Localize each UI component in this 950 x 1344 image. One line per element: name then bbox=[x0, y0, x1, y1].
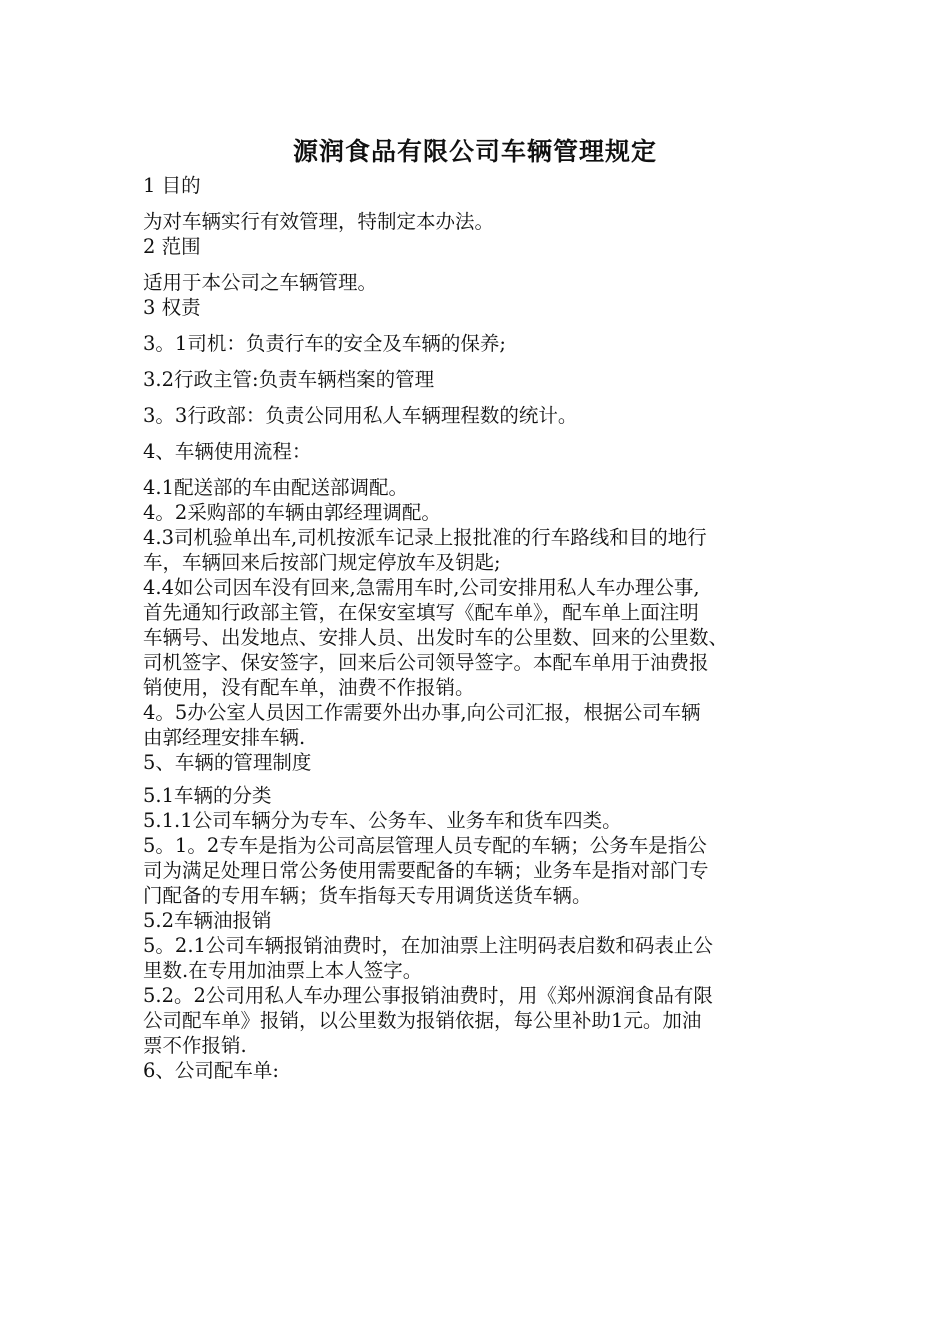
clause-5-1-1: 5.1.1公司车辆分为专车、公务车、业务车和货车四类。 bbox=[143, 809, 622, 832]
clause-4-4-line-1: 4.4如公司因车没有回来,急需用车时,公司安排用私人车办理公事, bbox=[143, 576, 700, 599]
clause-5-1-2-line-2: 司为满足处理日常公务使用需要配备的车辆；业务车是指对部门专 bbox=[143, 859, 709, 882]
section-heading-management-system: 5、车辆的管理制度 bbox=[143, 751, 312, 774]
clause-5-2-1-line-1: 5。2.1公司车辆报销油费时，在加油票上注明码表启数和码表止公 bbox=[143, 934, 713, 957]
clause-5-2: 5.2车辆油报销 bbox=[143, 909, 272, 932]
section-heading-purpose: 1 目的 bbox=[143, 174, 201, 197]
clause-5-2-2-line-2: 公司配车单》报销，以公里数为报销依据，每公里补助1元。加油 bbox=[143, 1009, 702, 1032]
paragraph-scope: 适用于本公司之车辆管理。 bbox=[143, 271, 378, 294]
clause-4-3-line-1: 4.3司机验单出车,司机按派车记录上报批准的行车路线和目的地行 bbox=[143, 526, 707, 549]
clause-4-5-line-1: 4。5办公室人员因工作需要外出办事,向公司汇报，根据公司车辆 bbox=[143, 701, 701, 724]
clause-5-1: 5.1车辆的分类 bbox=[143, 784, 272, 807]
paragraph-purpose: 为对车辆实行有效管理，特制定本办法。 bbox=[143, 210, 495, 233]
clause-4-4-line-4: 司机签字、保安签字，回来后公司领导签字。本配车单用于油费报 bbox=[143, 651, 709, 674]
clause-3-2: 3.2行政主管:负责车辆档案的管理 bbox=[143, 368, 435, 391]
document-body bbox=[143, 173, 811, 1083]
clause-5-1-2-line-3: 门配备的专用车辆；货车指每天专用调货送货车辆。 bbox=[143, 884, 592, 907]
clause-4-5-line-2: 由郭经理安排车辆. bbox=[143, 726, 306, 749]
clause-5-1-2-line-1: 5。1。2专车是指为公司高层管理人员专配的车辆；公务车是指公 bbox=[143, 834, 707, 857]
clause-5-2-2-line-3: 票不作报销. bbox=[143, 1034, 247, 1057]
document-title: 源润食品有限公司车辆管理规定 bbox=[292, 137, 657, 166]
clause-3-1: 3。1司机：负责行车的安全及车辆的保养; bbox=[143, 332, 506, 355]
clause-4-4-line-2: 首先通知行政部主管，在保安室填写《配车单》，配车单上面注明 bbox=[143, 601, 699, 624]
section-heading-scope: 2 范围 bbox=[143, 235, 201, 258]
section-heading-responsibility: 3 权责 bbox=[143, 296, 201, 319]
clause-4-2: 4。2采购部的车辆由郭经理调配。 bbox=[143, 501, 441, 524]
clause-4-3-line-2: 车，车辆回来后按部门规定停放车及钥匙; bbox=[143, 551, 501, 574]
clause-5-2-2-line-1: 5.2。2公司用私人车办理公事报销油费时，用《郑州源润食品有限 bbox=[143, 984, 713, 1007]
clause-4-4-line-3: 车辆号、出发地点、安排人员、出发时车的公里数、回来的公里数、 bbox=[143, 626, 729, 649]
section-heading-usage-process: 4、车辆使用流程： bbox=[143, 440, 312, 463]
clause-4-4-line-5: 销使用，没有配车单，油费不作报销。 bbox=[143, 676, 475, 699]
clause-3-3: 3。3行政部：负责公同用私人车辆理程数的统计。 bbox=[143, 404, 578, 427]
clause-5-2-1-line-2: 里数.在专用加油票上本人签字。 bbox=[143, 959, 423, 982]
clause-4-1: 4.1配送部的车由配送部调配。 bbox=[143, 476, 409, 499]
section-heading-car-form: 6、公司配车单: bbox=[143, 1059, 279, 1082]
